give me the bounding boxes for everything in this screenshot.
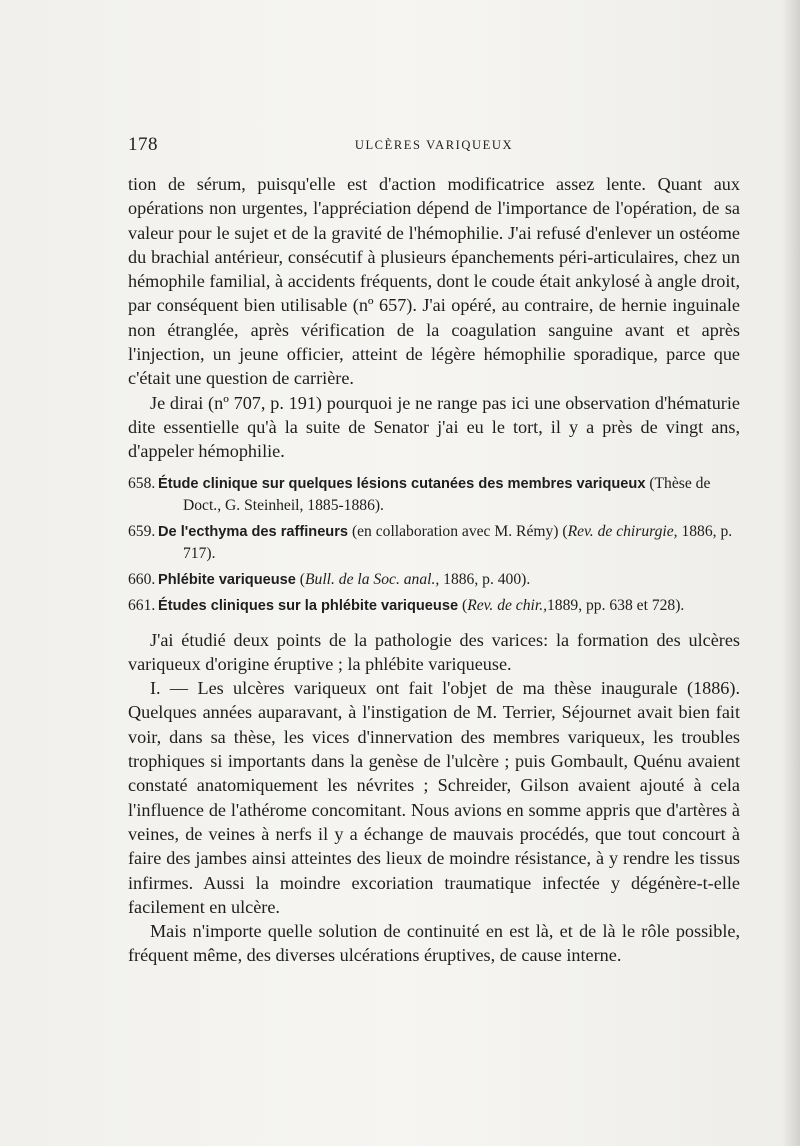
page-edge-shadow [782, 0, 800, 1146]
bibliography-list [128, 473, 740, 617]
entry-details-end: 1886, p. 400). [439, 570, 531, 588]
entry-source: Bull. de la Soc. anal., [305, 570, 440, 588]
entry-details: (Thèse de Doct., G. Steinheil, 1885-1886). [183, 474, 711, 514]
bibliography-entry-661 [128, 595, 740, 617]
entry-number: 660. [128, 570, 156, 588]
entry-details: ( [299, 570, 305, 588]
paragraph: Mais n'importe quelle solution de continuité en est là, et de là le rôle possible, fréquent même, des diverses ulcérations éruptives, de cause interne. [128, 921, 740, 966]
paragraph: tion de sérum, puisqu'elle est d'action modificatrice assez lente. Quant aux opérations non urgentes, l'appréciation dépend de l'importance de l'opération, de sa valeur pour le sujet et de la gravité de l'hémophilie. J'ai refusé d'enlever un ostéome du brachial antérieur, consécutif à plusieurs épanchements péri-articulaires, chez un hémophile familial, à accidents fréquents, dont le coude était ankylosé à angle droit, par conséquent bien utilisable (nº 657). J'ai opéré, au contraire, de hernie inguinale non étranglée, après vérification de la coagulation sanguine avant et après l'injection, un jeune officier, atteint de légère hémophilie sporadique, parce que c'était une question de carrière. [128, 174, 740, 389]
entry-title: Phlébite variqueuse [158, 571, 296, 588]
entry-title: Étude clinique sur quelques lésions cutanées des membres variqueux [158, 475, 646, 492]
running-head [128, 134, 740, 156]
paragraph: Je dirai (nº 707, p. 191) pourquoi je ne range pas ici une observation d'hématurie dite essentielle qu'à la suite de Senator j'ai eu le tort, il y a près de vingt ans, d'appeler hémophilie. [128, 392, 740, 462]
bibliography-entry-658 [128, 473, 740, 517]
entry-title: Études cliniques sur la phlébite variqueuse [158, 597, 459, 614]
entry-details-end: 1886, p. 717). [183, 522, 733, 562]
entry-number: 661. [128, 596, 156, 614]
paragraph: J'ai étudié deux points de la pathologie des varices: la formation des ulcères variqueux d'origine éruptive ; la phlébite variqueuse. [128, 629, 740, 674]
entry-source: Rev. de chirurgie, [567, 522, 678, 540]
page-body [128, 172, 740, 968]
entry-details: ( [461, 596, 468, 614]
entry-details: (en collaboration avec M. Rémy) ( [351, 522, 568, 540]
entry-source: Rev. de chir., [467, 596, 547, 614]
paragraph: I. — Les ulcères variqueux ont fait l'objet de ma thèse inaugurale (1886). Quelques années auparavant, à l'instigation de M. Terrier, Séjournet avait bien fait voir, dans sa thèse, les vices d'innervation des membres variqueux, les troubles trophiques si importants dans la genèse de l'ulcère ; puis Gombault, Quénu avaient constaté anatomiquement les névrites ; Schreider, Gilson avaient ajouté à cela l'influence de l'athérome concomitant. Nous avions en somme appris que d'artères à veines, de veines à nerfs il y a échange de mauvais procédés, que tout concourt à faire des jambes ainsi atteintes des lieux de moindre résistance, à y rendre les tissus infirmes. Aussi la moindre excoriation traumatique infectée y dégénère-t-elle facilement en ulcère. [128, 678, 740, 917]
entry-number: 658. [128, 474, 156, 492]
entry-number: 659. [128, 522, 156, 540]
bibliography-entry-659 [128, 521, 740, 565]
bibliography-entry-660 [128, 569, 740, 591]
running-title: ULCÈRES VARIQUEUX [354, 138, 514, 152]
page-number: 178 [128, 134, 158, 155]
entry-title: De l'ecthyma des raffineurs [158, 523, 349, 540]
entry-details-end: 1889, pp. 638 et 728). [547, 596, 685, 614]
